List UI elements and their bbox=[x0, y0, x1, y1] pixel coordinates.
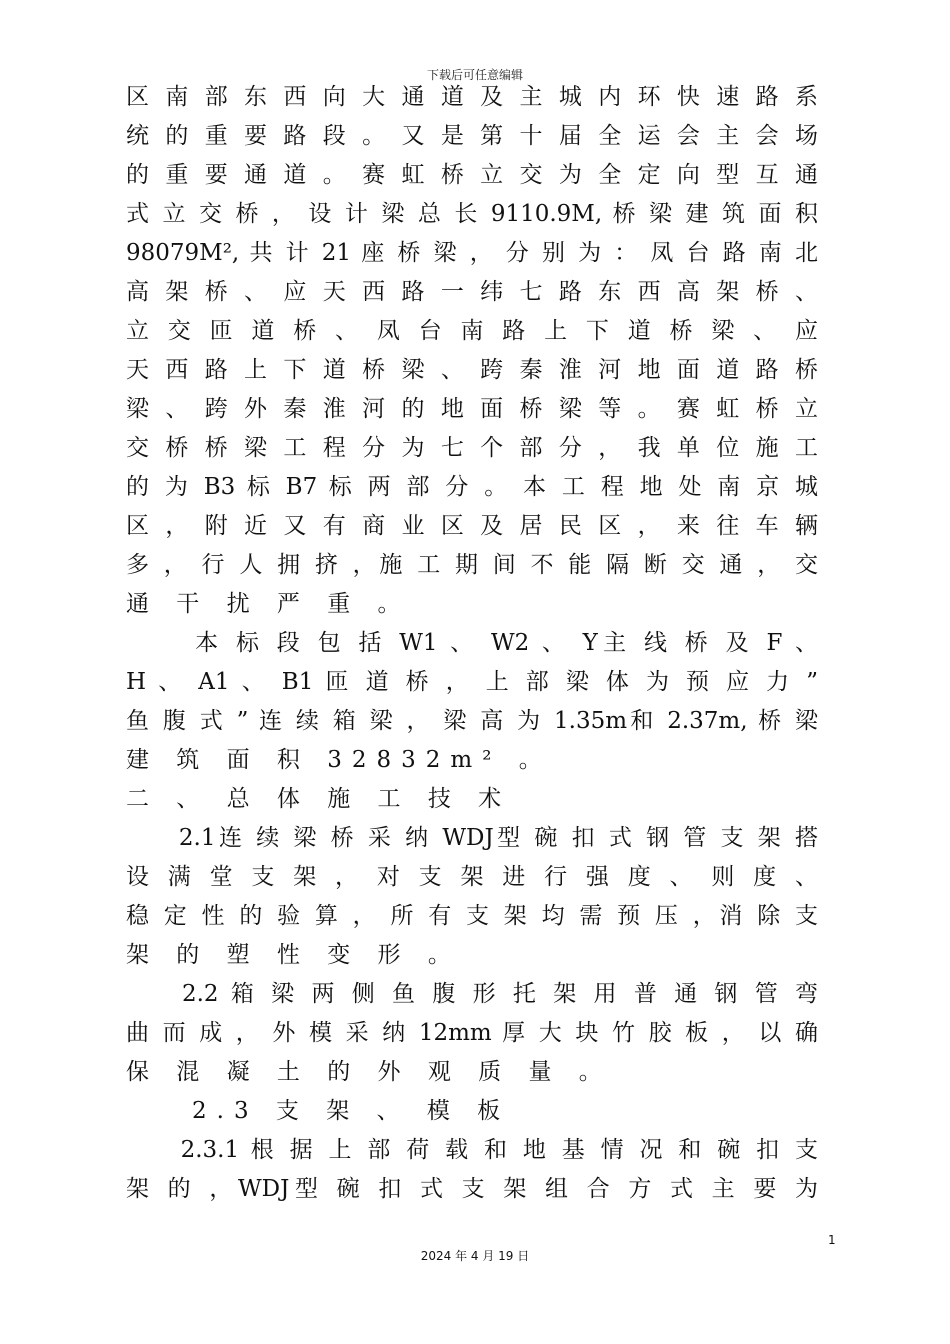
page-header: 下载后可任意编辑 bbox=[426, 68, 523, 82]
text-line: 本 标 段 包 括 W1 、 W2 、 Y主 线 桥 及 F 、 bbox=[126, 630, 818, 656]
document-body bbox=[126, 78, 818, 1209]
text-line: 设 满 堂 支 架 ， 对 支 架 进 行 强 度 、 则 度 、 bbox=[126, 864, 818, 890]
page-footer-date: 2024 年 4 月 19 日 bbox=[420, 1249, 530, 1263]
text-line: 架 的 ，WDJ型 碗 扣 式 支 架 组 合 方 式 主 要 为 bbox=[126, 1176, 818, 1202]
text-line: 交 桥 桥 梁 工 程 分 为 七 个 部 分 ， 我 单 位 施 工 bbox=[126, 435, 818, 461]
text-line: 立 交 匝 道 桥 、 凤 台 南 路 上 下 道 桥 梁 、 应 bbox=[126, 318, 818, 344]
text-line: 2.2 箱 梁 两 侧 鱼 腹 形 托 架 用 普 通 钢 管 弯 bbox=[126, 981, 818, 1007]
page-number: 1 bbox=[828, 1233, 836, 1247]
text-line: 区 ， 附 近 又 有 商 业 区 及 居 民 区 ， 来 往 车 辆 bbox=[126, 513, 818, 539]
text-line: 2.1连 续 梁 桥 采 纳 WDJ型 碗 扣 式 钢 管 支 架 搭 bbox=[126, 825, 818, 851]
text-line: 高 架 桥 、 应 天 西 路 一 纬 七 路 东 西 高 架 桥 、 bbox=[126, 279, 818, 305]
text-line: 曲 而 成 ， 外 模 采 纳 12mm 厚 大 块 竹 胶 板 ， 以 确 bbox=[126, 1020, 818, 1046]
text-line: 的 重 要 通 道 。 赛 虹 桥 立 交 为 全 定 向 型 互 通 bbox=[126, 162, 818, 188]
text-line: 通 干 扰 严 重 。 bbox=[126, 591, 411, 617]
subsection-heading: 2.3 支 架 、 模 板 bbox=[126, 1098, 511, 1124]
text-line: 鱼 腹 式 ” 连 续 箱 梁 ， 梁 高 为 1.35m和 2.37m, 桥 梁 bbox=[126, 708, 818, 734]
text-line: 式 立 交 桥 ， 设 计 梁 总 长 9110.9M, 桥 梁 建 筑 面 积 bbox=[126, 201, 818, 227]
text-line: 稳 定 性 的 验 算 ， 所 有 支 架 均 需 预 压 ，消 除 支 bbox=[126, 903, 818, 929]
text-line: 天 西 路 上 下 道 桥 梁 、 跨 秦 淮 河 地 面 道 路 桥 bbox=[126, 357, 818, 383]
text-line: 建 筑 面 积 32832m² 。 bbox=[126, 747, 552, 773]
text-line: 梁 、 跨 外 秦 淮 河 的 地 面 桥 梁 等 。 赛 虹 桥 立 bbox=[126, 396, 818, 422]
text-line: 多 ， 行 人 拥 挤 ，施 工 期 间 不 能 隔 断 交 通 ， 交 bbox=[126, 552, 818, 578]
text-line: 98079M², 共 计 21 座 桥 梁 ， 分 别 为 ： 凤 台 路 南 北 bbox=[126, 240, 818, 266]
text-line: 统 的 重 要 路 段 。 又 是 第 十 届 全 运 会 主 会 场 bbox=[126, 123, 818, 149]
text-line: H 、 A1 、 B1 匝 道 桥 ， 上 部 梁 体 为 预 应 力 ” bbox=[126, 669, 818, 695]
text-line: 保 混 凝 土 的 外 观 质 量 。 bbox=[126, 1059, 612, 1085]
text-line: 区 南 部 东 西 向 大 通 道 及 主 城 内 环 快 速 路 系 bbox=[126, 84, 818, 110]
section-heading: 二 、 总 体 施 工 技 术 bbox=[126, 786, 512, 812]
text-line: 2.3.1 根 据 上 部 荷 载 和 地 基 情 况 和 碗 扣 支 bbox=[126, 1137, 818, 1163]
text-line: 的 为 B3 标 B7 标 两 部 分 。 本 工 程 地 处 南 京 城 bbox=[126, 474, 818, 500]
text-line: 架 的 塑 性 变 形 。 bbox=[126, 942, 461, 968]
